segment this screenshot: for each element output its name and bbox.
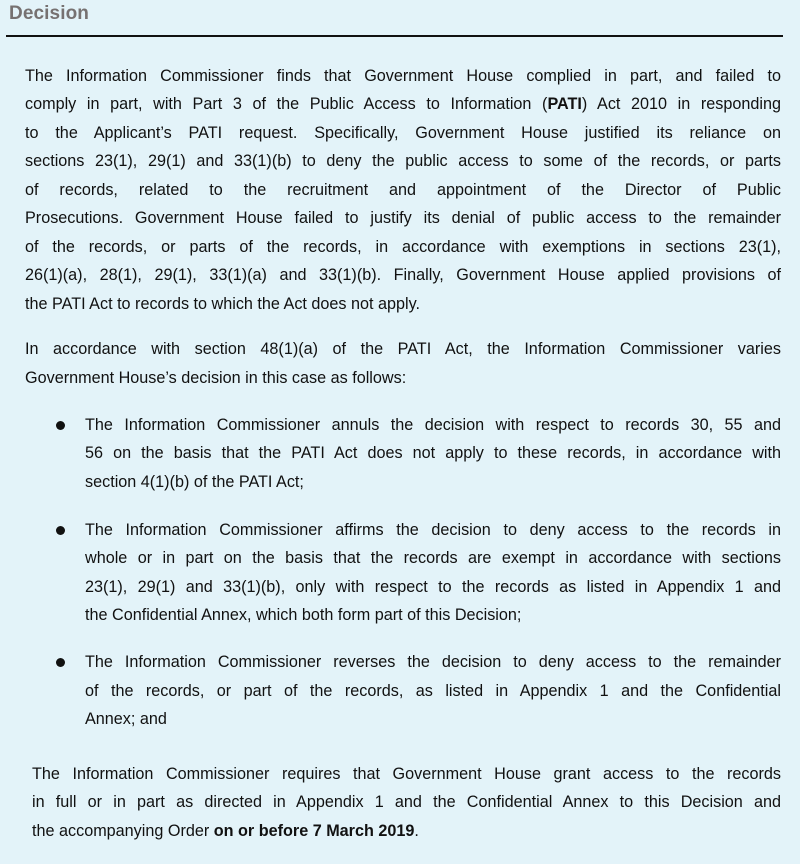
paragraph1-line: of the records, or parts of the records, in accordance with exemptions in sections 23(1),: [25, 238, 781, 256]
bullet-icon: [56, 658, 65, 667]
bullet1-line: The Information Commissioner annuls the decision with respect to records 30, 55 and: [85, 416, 781, 434]
deadline-bold: on or before 7 March 2019: [213, 822, 415, 840]
paragraph1-line: sections 23(1), 29(1) and 33(1)(b) to deny the public access to some of the records, or parts: [25, 152, 781, 170]
text-span: the accompanying Order: [32, 822, 214, 840]
text-span: comply in part, with Part 3 of the Public Access to Information (: [25, 95, 548, 113]
paragraph2-line: In accordance with section 48(1)(a) of the PATI Act, the Information Commissioner varies: [25, 340, 781, 358]
bullet-icon: [56, 526, 65, 535]
bullet3-line: The Information Commissioner reverses the decision to deny access to the remainder: [85, 653, 781, 671]
paragraph3-line: The Information Commissioner requires that Government House grant access to the records: [32, 765, 781, 783]
bullet1-line: section 4(1)(b) of the PATI Act;: [85, 473, 304, 491]
paragraph1-line: The Information Commissioner finds that Government House complied in part, and failed to: [25, 67, 781, 85]
bullet2-line: The Information Commissioner affirms the decision to deny access to the records in: [85, 521, 781, 539]
bullet2-line: 23(1), 29(1) and 33(1)(b), only with respect to the records as listed in Appendix 1 and: [85, 578, 781, 596]
bullet2-line: the Confidential Annex, which both form part of this Decision;: [85, 606, 522, 624]
heading-rule: [6, 35, 783, 37]
paragraph3-line: [32, 817, 781, 845]
paragraph1-line: to the Applicant’s PATI request. Specifically, Government House justified its reliance on: [25, 124, 781, 142]
pati-bold: PATI: [547, 95, 582, 113]
text-span: .: [414, 822, 419, 840]
bullet3-line: Annex; and: [85, 710, 167, 728]
bullet3-line: of the records, or part of the records, as listed in Appendix 1 and the Confidential: [85, 682, 781, 700]
section-heading: Decision: [9, 3, 89, 24]
text-span: ) Act 2010 in responding: [581, 95, 781, 113]
paragraph1-line: the PATI Act to records to which the Act does not apply.: [25, 295, 421, 313]
paragraph1-line: 26(1)(a), 28(1), 29(1), 33(1)(a) and 33(1)(b). Finally, Government House applied provisions of: [25, 266, 781, 284]
bullet1-line: 56 on the basis that the PATI Act does not apply to these records, in accordance with: [85, 444, 781, 462]
paragraph3-line: in full or in part as directed in Appendix 1 and the Confidential Annex to this Decision and: [32, 793, 781, 811]
bullet2-line: whole or in part on the basis that the records are exempt in accordance with sections: [85, 549, 781, 567]
paragraph1-line: of records, related to the recruitment and appointment of the Director of Public: [25, 181, 781, 199]
paragraph2-line: Government House’s decision in this case as follows:: [25, 369, 407, 387]
paragraph1-line: Prosecutions. Government House failed to justify its denial of public access to the remainder: [25, 209, 781, 227]
bullet-icon: [56, 421, 65, 430]
paragraph1-line: [25, 90, 781, 118]
